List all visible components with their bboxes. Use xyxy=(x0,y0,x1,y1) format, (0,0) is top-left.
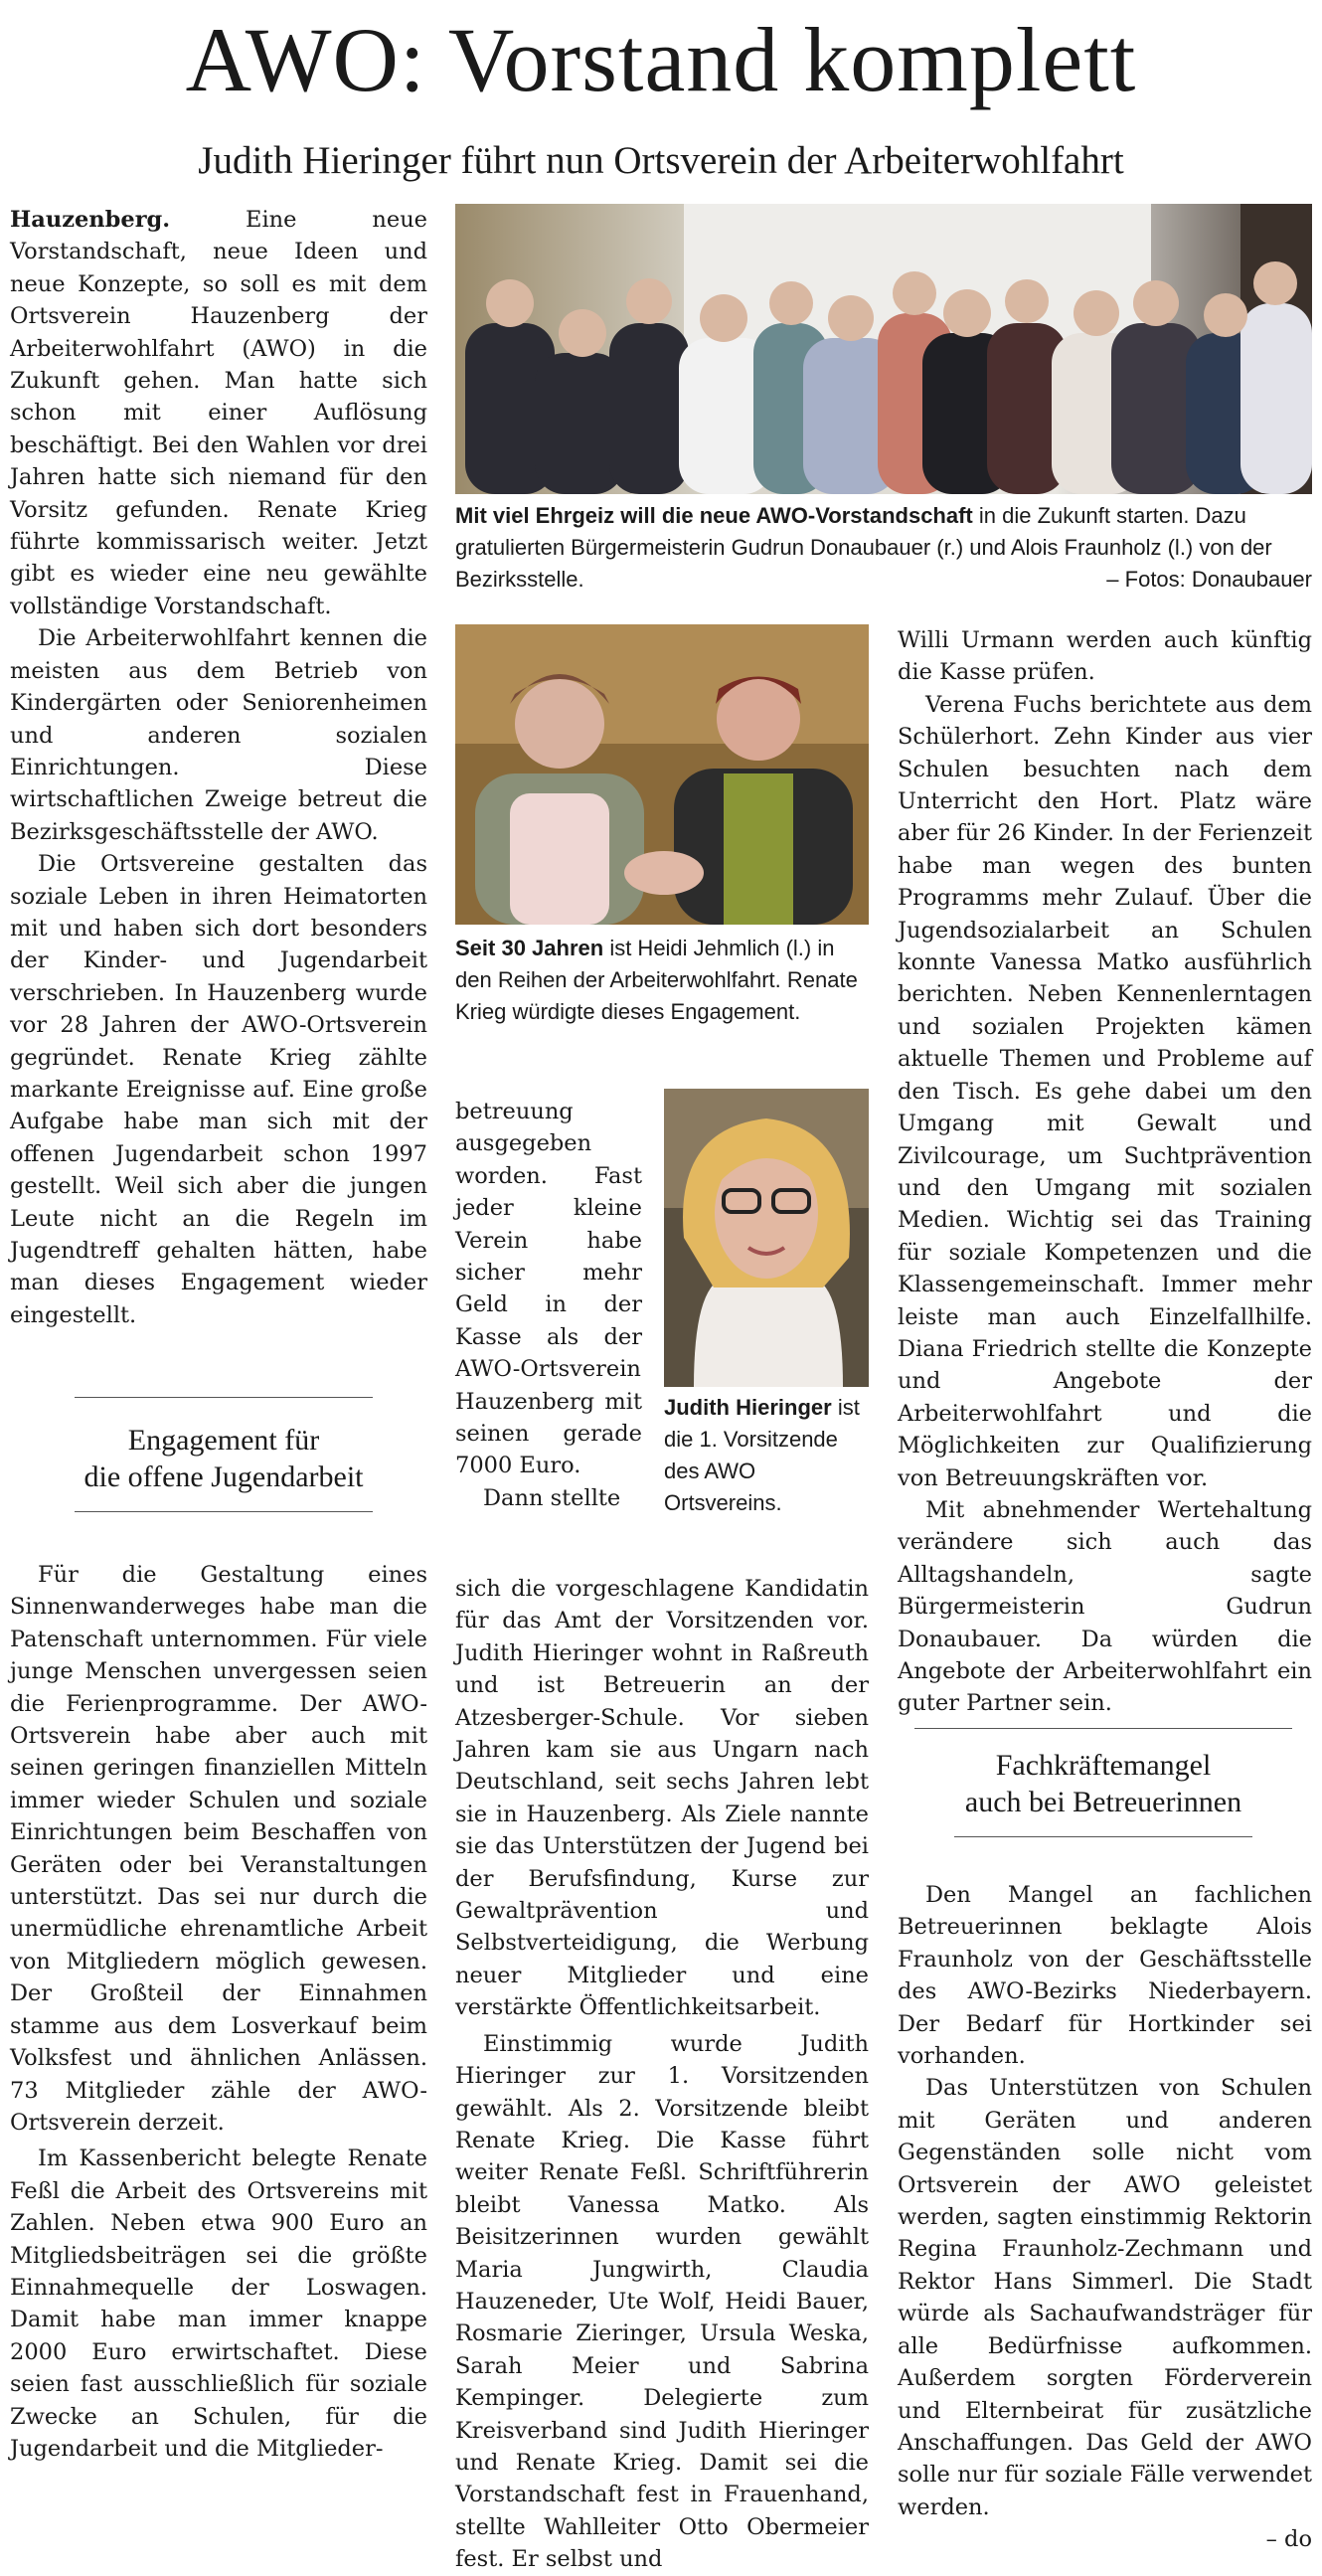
group-photo-caption xyxy=(455,500,1312,596)
paragraph: Einstimmig wurde Judith Hieringer zur 1. Vorsitzenden gewählt. Als 2. Vorsitzende bleibt Renate Krieg. Die Kasse führt weiter Renate Feßl. Schriftführerin bleibt Vanessa Matko. Als Beisitzerinnen wurden gewählt Maria Jungwirth, Claudia Hauzeneder, Ute Wolf, Heidi Bauer, Rosmarie Zieringer, Ursula Weska, Sarah Meier und Sabrina Kempinger. Delegierte zum Kreisverband sind Judith Hieringer und Renate Krieg. Damit sei die Vorstandschaft fest in Frauenhand, stellte Wahlleiter Otto Obermeier fest. Er selbst und xyxy=(455,2030,869,2573)
paragraph-start: Dann stellte xyxy=(483,1484,621,1511)
author: – do xyxy=(1265,2526,1312,2553)
divider xyxy=(75,1397,373,1398)
paragraph: sich die vorgeschlagene Kandidatin für das Amt der Vorsitzenden vor. Judith Hieringer wohnt in Raßreuth und ist Betreuerin an der Atzesberger-Schule. Vor sieben Jahren kam sie aus Ungarn nach Deutschland, seit sechs Jahren lebt sie in Hauzenberg. Als Ziele nannte sie das Unterstützen der Jugend bei der Berufsfindung, Kurse zur Gewaltprävention und Selbstverteidigung, die Werbung neuer Mitglieder und eine verstärkte Öffentlichkeitsarbeit. xyxy=(455,1576,869,2021)
caption-lead: Judith Hieringer xyxy=(664,1395,832,1420)
divider xyxy=(75,1511,373,1512)
caption-text: ist Heidi Jehmlich (l.) in den Reihen der Arbeiterwohlfahrt. Renate Krieg würdigte dieses Engagement. xyxy=(455,936,858,1024)
subheading: Fachkräftemangel auch bei Betreuerinnen xyxy=(964,1749,1242,1818)
paragraph: Die Arbeiterwohlfahrt kennen die meisten aus dem Betrieb von Kindergärten oder Seniorenheimen und anderen sozialen Einrichtungen. Diese wirtschaftlichen Zweige betreut die Bezirksgeschäftsstelle der AWO. xyxy=(10,625,427,845)
headline: AWO: Vorstand komplett xyxy=(185,9,1137,110)
paragraph: Mit abnehmender Wertehaltung verändere sich auch das Alltagshandeln, sagte Bürgermeisterin Gudrun Donaubauer. Da würden die Angebote der Arbeiterwohlfahrt ein guter Partner sein. xyxy=(898,1496,1312,1717)
paragraph-text: Eine neue Vorstandschaft, neue Ideen und neue Konzepte, so soll es mit dem Ortsverein Hauzenberg der Arbeiterwohlfahrt (AWO) in die Zukunft gehen. Man hatte sich schon mit einer Auflösung beschäftigt. Bei den Wahlen vor drei Jahren hatte sich niemand für den Vorsitz gefunden. Renate Krieg führte kommissarisch weiter. Jetzt gibt es wieder eine neu gewählte vollständige Vorstandschaft. xyxy=(10,207,427,619)
paragraph: betreuung ausgegeben worden. Fast jeder kleine Verein habe sicher mehr Geld in der Kasse als der AWO-Ortsverein Hauzenberg mit seinen gerade 7000 Euro. xyxy=(455,1099,642,1479)
caption-text: ist die 1. Vorsitzende des AWO Ortsvereins. xyxy=(664,1395,860,1515)
photo-credit: – Fotos: Donaubauer xyxy=(1106,567,1312,592)
divider xyxy=(914,1728,1292,1729)
column-2 xyxy=(455,1573,869,2576)
paragraph: Die Ortsvereine gestalten das soziale Leben in ihren Heimatorten mit und haben sich dort besonders der Kinder- und Jugendarbeit verschrieben. In Hauzenberg wurde vor 28 Jahren der AWO-Ortsverein gegründet. Renate Krieg zählte markante Ereignisse auf. Eine große Aufgabe habe man sich mit der offenen Jugendarbeit schon 1997 gestellt. Weil sich aber die jungen Leute nicht an die Regeln im Jugendtreff gehalten hätten, habe man dieses Engagement wieder eingestellt. xyxy=(10,851,427,1328)
paragraph xyxy=(10,204,427,622)
group-photo xyxy=(455,204,1312,494)
column-1 xyxy=(10,204,427,1331)
subheading-box xyxy=(914,1728,1292,1837)
column-2-wrap xyxy=(455,1096,642,1514)
dateline: Hauzenberg. xyxy=(10,207,171,233)
paragraph: Den Mangel an fachlichen Betreuerinnen beklagte Alois Fraunholz von der Geschäftsstelle des AWO-Bezirks Niederbayern. Der Bedarf für Hortkinder sei vorhanden. xyxy=(898,1882,1312,2070)
portrait-caption xyxy=(664,1392,869,1519)
portrait-photo xyxy=(664,1089,869,1387)
paragraph: Für die Gestaltung eines Sinnenwanderweges habe man die Patenschaft unternommen. Für viele junge Menschen unvergessen seien die Ferienprogramme. Der AWO-Ortsverein habe aber auch mit seinen geringen finanziellen Mitteln immer wieder Schulen und soziale Einrichtungen beim Beschaffen von Geräten oder bei Veranstaltungen unterstützt. Das sei nur durch die unermüdliche ehrenamtliche Arbeit von Mitgliedern möglich gewesen. Der Großteil der Einnahmen stamme aus dem Losverkauf beim Volksfest und ähnlichen Anlässen. 73 Mitglieder zähle der AWO-Ortsverein derzeit. xyxy=(10,1562,427,2136)
paragraph: Im Kassenbericht belegte Renate Feßl die Arbeit des Ortsvereins mit Zahlen. Neben etwa 900 Euro an Mitgliedsbeiträgen sei die größte Einnahmequelle der Loswagen. Damit habe man immer knappe 2000 Euro erwirtschaftet. Diese seien fast ausschließlich für soziale Zwecke an Schulen, für die Jugendarbeit und die Mitglieder- xyxy=(10,2146,427,2462)
subheading: Engagement für die offene Jugendarbeit xyxy=(83,1424,364,1493)
handshake-photo xyxy=(455,624,869,925)
caption-lead: Mit viel Ehrgeiz will die neue AWO-Vorstandschaft xyxy=(455,503,973,528)
divider xyxy=(954,1836,1252,1837)
subheading-box xyxy=(60,1397,388,1512)
paragraph: Das Unterstützen von Schulen mit Geräten und anderen Gegenständen solle nicht vom Ortsverein der AWO geleistet werden, sagten einstimmig Rektorin Regina Fraunholz-Zechmann und Rektor Hans Simmerl. Die Stadt würde als Sachaufwandsträger für alle Bedürfnisse aufkommen. Außerdem sorgten Förderverein und Elternbeirat für zusätzliche Anschaffungen. Das Geld der AWO solle nur für soziale Fälle verwendet werden. xyxy=(898,2075,1312,2520)
paragraph: Willi Urmann werden auch künftig die Kasse prüfen. xyxy=(898,627,1312,686)
paragraph: Verena Fuchs berichtete aus dem Schülerhort. Zehn Kinder aus vier Schulen besuchten nach dem Unterricht den Hort. Platz wäre aber für 26 Kinder. In der Ferienzeit habe man wegen des bunten Programms mehr Zulauf. Über die Jugendsozialarbeit an Schulen konnte Vanessa Matko ausführlich berichten. Neben Kennenlerntagen und sozialen Projekten kämen aktuelle Themen und Probleme auf den Tisch. Es gehe dabei um den Umgang mit Gewalt und Zivilcourage, um Suchtprävention und den Umgang mit sozialen Medien. Wichtig sei das Training für soziale Kompetenzen und die Klassengemeinschaft. Immer mehr leiste man auch Einzelfallhilfe. Diana Friedrich stellte die Konzepte und Angebote der Arbeiterwohlfahrt und die Möglichkeiten zur Qualifizierung von Betreuungskräften vor. xyxy=(898,691,1312,1491)
subheadline: Judith Hieringer führt nun Ortsverein der Arbeiterwohlfahrt xyxy=(198,139,1124,182)
caption-text: in die Zukunft starten. Dazu gratulierten Bürgermeisterin Gudrun Donaubauer (r.) und Alois Fraunholz (l.) von der Bezirksstelle. xyxy=(455,503,1272,592)
column-3-continued xyxy=(898,1879,1312,2556)
column-1-continued xyxy=(10,1559,427,2465)
author-line xyxy=(898,2523,1312,2555)
handshake-caption xyxy=(455,933,869,1028)
caption-lead: Seit 30 Jahren xyxy=(455,936,604,960)
column-3 xyxy=(898,624,1312,1720)
